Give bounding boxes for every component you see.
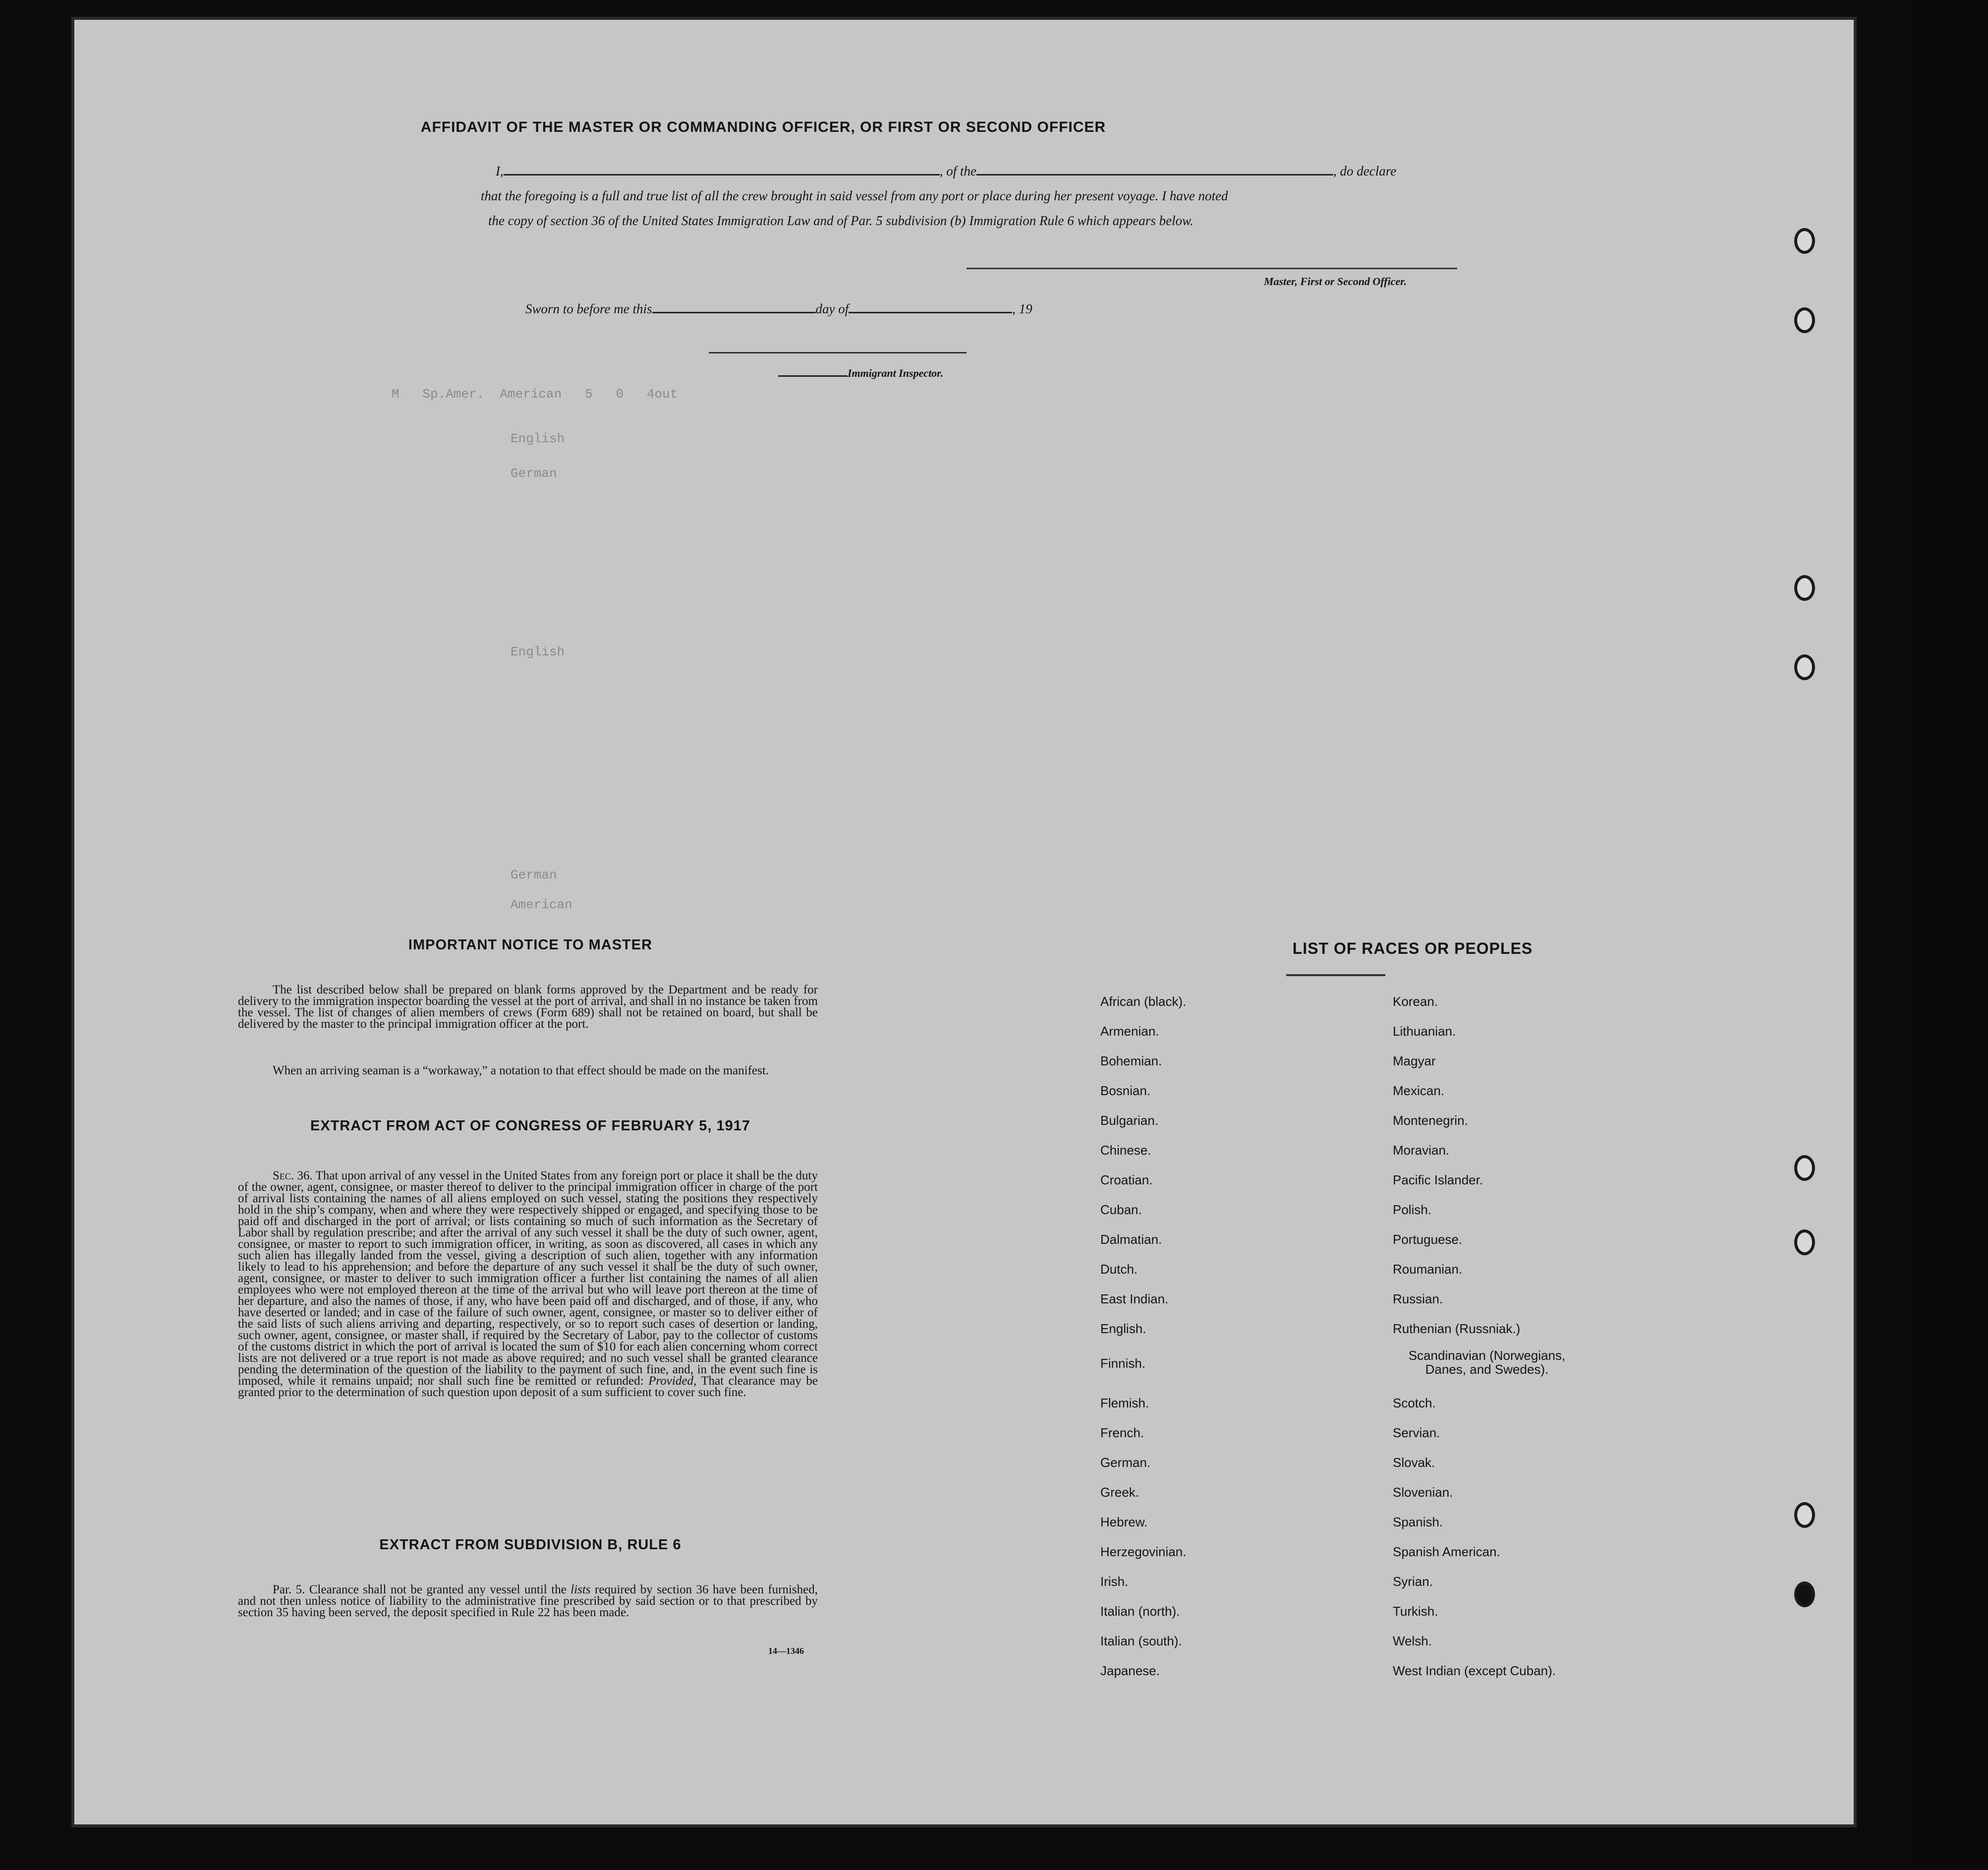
extract-act-body xyxy=(238,1170,818,1398)
race-item-left: Bulgarian. xyxy=(1100,1113,1159,1128)
extract-rule-body xyxy=(238,1584,818,1618)
binding-hole-icon xyxy=(1794,1502,1815,1528)
race-item-right: Portuguese. xyxy=(1393,1232,1463,1247)
race-item-left: Japanese. xyxy=(1100,1663,1160,1678)
race-item-left: Greek. xyxy=(1100,1485,1139,1500)
binding-hole-icon xyxy=(1794,1581,1815,1607)
section-36-text: That upon arrival of any vessel in the United States from any foreign port or place it shall be the duty of the owner, agent, consignee, or master thereof to deliver to the principal immigration officer in charge of the port of arrival lists containing the names of all aliens employed on such vessel, stating the positions they respectively hold in the ship’s company, when and where they were respectively shipped or engaged, and specifying those to be paid off and discharged in the port of arrival; or lists containing so much of such information as the Secretary of Labor shall by regulation prescribe; and after the arrival of any such vessel it shall be the duty of such owner, agent, consignee, or master to report to such immigration officer, in writing, as soon as discovered, all cases in which any such alien has illegally landed from the vessel, giving a description of such alien, together with any information likely to lead to his apprehension; and before the departure of any such vessel it shall be the duty of such owner, agent, consignee, or master to deliver to such immigration officer a further list containing the names of all alien employees who were not employed thereon at the time of the arrival but who will leave port thereon at the time of her departure, and also the names of those, if any, who have been paid off and discharged, and of those, if any, who have deserted or landed; and in case of the failure of such owner, agent, consignee, or master so to deliver either of the said lists of such aliens arriving and departing, respectively, or so to report such cases of desertion or landing, such owner, agent, consignee, or master shall, if required by the Secretary of Labor, pay to the collector of customs of the customs district in which the port of arrival is located the sum of $10 for each alien concerning whom correct lists are not delivered or a true report is not made as above required; and no such vessel shall be granted clearance pending the determination of the question of the liability to the payment of such fine, and, in the event such fine is imposed, while it remains unpaid; nor shall such fine be remitted or refunded: xyxy=(238,1169,818,1388)
master-signature-label: Master, First or Second Officer. xyxy=(1264,275,1407,288)
race-item-right: Pacific Islander. xyxy=(1393,1172,1483,1187)
races-title: LIST OF RACES OR PEOPLES xyxy=(1292,939,1533,957)
rule-text-b: required by section 36 have been furnished, and not then unless notice of liability to the administrative fine prescribed by said section or to that prescribed by section 35 having been served, the deposit specified in Rule 22 has been made. xyxy=(238,1583,818,1619)
race-item-left: Armenian. xyxy=(1100,1024,1159,1039)
bleedthrough-row: German xyxy=(511,868,557,882)
binding-hole-icon xyxy=(1794,575,1815,601)
race-item-right: Magyar xyxy=(1393,1053,1436,1068)
race-item-left: German. xyxy=(1100,1455,1151,1470)
race-item-right: Russian. xyxy=(1393,1291,1443,1306)
inspector-label xyxy=(778,367,943,380)
race-item-right: West Indian (except Cuban). xyxy=(1393,1663,1556,1678)
race-item-left: African (black). xyxy=(1100,994,1187,1009)
affidavit-declare-label: , do declare xyxy=(1333,164,1397,178)
race-item-right: Turkish. xyxy=(1393,1604,1438,1619)
affidavit-title: AFFIDAVIT OF THE MASTER OR COMMANDING OFFICER, OR FIRST OR SECOND OFFICER xyxy=(420,119,1106,135)
race-item-left: Cuban. xyxy=(1100,1202,1142,1217)
race-item-right: Spanish. xyxy=(1393,1515,1443,1529)
bleedthrough-row: M Sp.Amer. American 5 0 4out xyxy=(392,387,678,402)
race-item-left: Finnish. xyxy=(1100,1356,1146,1371)
race-item-left: Hebrew. xyxy=(1100,1515,1148,1529)
race-item-right: Welsh. xyxy=(1393,1634,1432,1648)
dark-background-edge xyxy=(1914,0,1988,1870)
race-item-right: Scandinavian (Norwegians, Danes, and Swedes). xyxy=(1408,1348,1566,1377)
race-item-right: Moravian. xyxy=(1393,1143,1450,1158)
race-item-left: Bosnian. xyxy=(1100,1083,1151,1098)
extract-act-title: EXTRACT FROM ACT OF CONGRESS OF FEBRUARY 5, 1917 xyxy=(310,1118,751,1134)
master-signature-line[interactable] xyxy=(966,268,1457,269)
race-item-right: Scotch. xyxy=(1393,1396,1436,1410)
race-item-left: English. xyxy=(1100,1321,1146,1336)
inspector-label-text: Immigrant Inspector. xyxy=(848,367,944,379)
binding-hole-icon xyxy=(1794,228,1815,254)
inspector-signature-line[interactable] xyxy=(709,352,966,353)
race-item-right: Slovenian. xyxy=(1393,1485,1453,1500)
race-item-left: Flemish. xyxy=(1100,1396,1149,1410)
notice-title: IMPORTANT NOTICE TO MASTER xyxy=(408,937,653,953)
race-item-left: Dalmatian. xyxy=(1100,1232,1162,1247)
sworn-day-of-label: day of xyxy=(815,301,849,316)
race-item-right: Spanish American. xyxy=(1393,1544,1500,1559)
bleedthrough-row: English xyxy=(511,644,565,659)
race-item-left: Chinese. xyxy=(1100,1143,1151,1158)
rule-text-a: Par. 5. Clearance shall not be granted any vessel until the xyxy=(273,1583,567,1596)
race-item-right: Lithuanian. xyxy=(1393,1024,1456,1039)
races-title-rule xyxy=(1286,974,1385,976)
race-item-right: Servian. xyxy=(1393,1425,1440,1440)
provided-label: Provided, xyxy=(648,1374,697,1388)
master-name-field[interactable] xyxy=(504,174,940,175)
race-item-right: Slovak. xyxy=(1393,1455,1435,1470)
race-item-left: Italian (north). xyxy=(1100,1604,1180,1619)
binding-hole-icon xyxy=(1794,1229,1815,1255)
affidavit-i-label: I, xyxy=(496,164,504,178)
race-item-left: French. xyxy=(1100,1425,1144,1440)
race-item-right: Mexican. xyxy=(1393,1083,1445,1098)
bleedthrough-row: German xyxy=(511,466,557,481)
notice-paragraph-2: When an arriving seaman is a “workaway,” a notation to that effect should be made on the manifest. xyxy=(273,1064,769,1077)
affidavit-of-the-label: , of the xyxy=(939,164,976,178)
race-item-right: Polish. xyxy=(1393,1202,1432,1217)
race-item-left: Italian (south). xyxy=(1100,1634,1182,1648)
affidavit-text-line: the copy of section 36 of the United States Immigration Law and of Par. 5 subdivision (b) Immigration Rule 6 which appears below. xyxy=(488,213,1193,228)
race-item-left: Croatian. xyxy=(1100,1172,1153,1187)
race-item-left: Irish. xyxy=(1100,1574,1129,1589)
affidavit-declaration-line xyxy=(496,164,1396,179)
binding-hole-icon xyxy=(1794,307,1815,333)
notice-paragraph-1: The list described below shall be prepared on blank forms approved by the Department and be ready for delivery to the immigration inspector boarding the vessel at the port of arrival, and shall in no instance be taken from the vessel. The list of changes of alien members of crews (Form 689) shall not be retained on board, but shall be delivered by the master to the principal immigration officer at the port. xyxy=(238,983,818,1031)
race-item-left: Bohemian. xyxy=(1100,1053,1162,1068)
binding-hole-icon xyxy=(1794,1155,1815,1181)
sworn-date-field[interactable] xyxy=(652,312,816,313)
race-item-right: Ruthenian (Russniak.) xyxy=(1393,1321,1521,1336)
race-item-left: East Indian. xyxy=(1100,1291,1169,1306)
race-item-left: Herzegovinian. xyxy=(1100,1544,1187,1559)
form-number: 14—1346 xyxy=(768,1646,804,1656)
sworn-prefix-label: Sworn to before me this xyxy=(525,301,652,316)
race-item-right: Syrian. xyxy=(1393,1574,1433,1589)
inspector-name-field[interactable] xyxy=(778,375,848,377)
sworn-year-label: , 19 xyxy=(1012,301,1032,316)
extract-rule-title: EXTRACT FROM SUBDIVISION B, RULE 6 xyxy=(379,1537,682,1553)
sworn-month-field[interactable] xyxy=(849,312,1012,313)
binding-hole-icon xyxy=(1794,654,1815,680)
race-item-left: Dutch. xyxy=(1100,1262,1138,1277)
vessel-name-field[interactable] xyxy=(976,174,1333,175)
provided-text: That clearance may be granted prior to the determination of such question upon deposit of a sum sufficient to cover such fine. xyxy=(238,1374,818,1399)
race-item-right: Korean. xyxy=(1393,994,1438,1009)
race-item-right: Montenegrin. xyxy=(1393,1113,1468,1128)
affidavit-text-line: that the foregoing is a full and true list of all the crew brought in said vessel from any port or place during her present voyage. I have noted xyxy=(481,188,1228,203)
section-label: Sec. 36. xyxy=(273,1169,313,1182)
sworn-line xyxy=(525,301,1032,317)
bleedthrough-row: American xyxy=(511,897,572,912)
rule-text-lists: lists xyxy=(570,1583,591,1596)
race-item-right: Roumanian. xyxy=(1393,1262,1463,1277)
bleedthrough-row: English xyxy=(511,431,565,446)
manifest-page xyxy=(74,20,1854,1824)
